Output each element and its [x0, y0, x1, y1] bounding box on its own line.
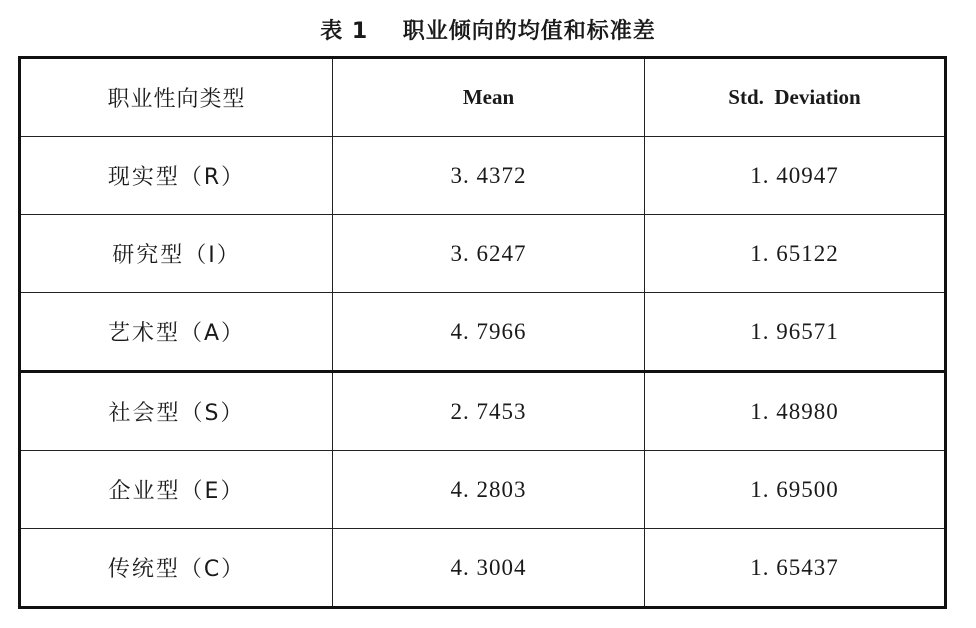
type-cell: 艺术型（A）: [20, 293, 333, 372]
table-row: [20, 372, 946, 451]
std-cell: 1. 65437: [645, 529, 946, 608]
header-type: 职业性向类型: [20, 58, 333, 137]
std-cell: 1. 69500: [645, 451, 946, 529]
mean-cell: 2. 7453: [333, 372, 645, 451]
std-cell: 1. 96571: [645, 293, 946, 372]
table-row: [20, 137, 946, 215]
mean-cell: 4. 3004: [333, 529, 645, 608]
type-cell: 企业型（E）: [20, 451, 333, 529]
mean-cell: 3. 4372: [333, 137, 645, 215]
mean-cell: 3. 6247: [333, 215, 645, 293]
type-cell: 研究型（I）: [20, 215, 333, 293]
std-cell: 1. 65122: [645, 215, 946, 293]
type-cell: 传统型（C）: [20, 529, 333, 608]
table-row: [20, 293, 946, 372]
std-cell: 1. 40947: [645, 137, 946, 215]
mean-cell: 4. 7966: [333, 293, 645, 372]
header-mean: Mean: [333, 58, 645, 137]
header-std-deviation: Std. Deviation: [645, 58, 946, 137]
table-row: [20, 451, 946, 529]
mean-cell: 4. 2803: [333, 451, 645, 529]
table-caption: 表 1 职业倾向的均值和标准差: [320, 19, 656, 44]
type-cell: 社会型（S）: [20, 372, 333, 451]
table-row: [20, 529, 946, 608]
vocational-tendency-table: [18, 56, 947, 609]
table-header-row: [20, 58, 946, 137]
type-cell: 现实型（R）: [20, 137, 333, 215]
table-row: [20, 215, 946, 293]
std-cell: 1. 48980: [645, 372, 946, 451]
